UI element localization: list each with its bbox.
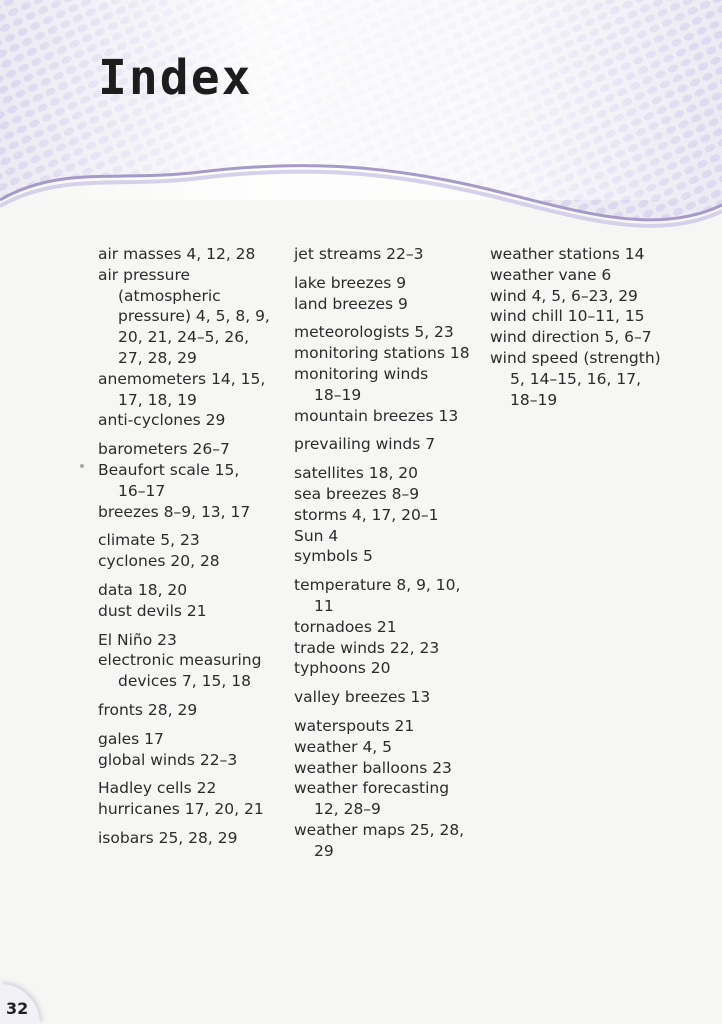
index-entry: lake breezes 9 (294, 273, 407, 292)
page-number: 32 (6, 999, 29, 1018)
index-group (98, 530, 283, 572)
index-entry: climate 5, 23 (98, 531, 200, 550)
index-entry: global winds 22–3 (98, 750, 238, 769)
index-entry: meteorologists 5, 23 (294, 323, 454, 342)
index-group (294, 687, 479, 708)
index-group (98, 439, 283, 522)
index-entry: El Niño 23 (98, 630, 177, 649)
index-group (294, 244, 479, 265)
index-entry: wind direction 5, 6–7 (490, 328, 652, 347)
index-entry: temperature 8, 9, 10, 11 (294, 576, 461, 615)
index-group (98, 700, 283, 721)
index-group (490, 244, 705, 410)
index-entry: typhoons 20 (294, 659, 391, 678)
index-group (294, 273, 479, 315)
index-entry: tornadoes 21 (294, 617, 397, 636)
index-entry: anti-cyclones 29 (98, 411, 226, 430)
index-group (294, 322, 479, 426)
index-entry: air pressure (atmospheric pressure) 4, 5, 8, 9, 20, 21, 24–5, 26, 27, 28, 29 (98, 265, 270, 367)
index-entry: air masses 4, 12, 28 (98, 245, 256, 263)
index-group (98, 244, 283, 431)
index-column-3 (490, 244, 705, 418)
index-entry: Beaufort scale 15, 16–17 (98, 460, 240, 500)
index-entry: gales 17 (98, 729, 164, 748)
index-entry: fronts 28, 29 (98, 700, 198, 719)
index-entry: waterspouts 21 (294, 716, 415, 735)
index-group (98, 828, 283, 849)
index-group (98, 778, 283, 820)
index-entry: dust devils 21 (98, 601, 207, 620)
index-group (98, 630, 283, 692)
index-entry: monitoring winds 18–19 (294, 364, 429, 404)
index-entry: symbols 5 (294, 547, 373, 566)
index-entry: weather maps 25, 28, 29 (294, 820, 465, 860)
index-entry: storms 4, 17, 20–1 (294, 505, 439, 524)
index-entry: satellites 18, 20 (294, 464, 419, 483)
index-entry: weather balloons 23 (294, 758, 452, 777)
page-title: Index (98, 50, 253, 106)
index-entry: hurricanes 17, 20, 21 (98, 800, 264, 819)
index-entry: weather forecasting 12, 28–9 (294, 779, 450, 819)
index-entry: prevailing winds 7 (294, 435, 436, 454)
index-group (98, 729, 283, 771)
index-group (294, 463, 479, 567)
index-entry: data 18, 20 (98, 580, 188, 599)
index-entry: trade winds 22, 23 (294, 638, 440, 657)
index-entry: Hadley cells 22 (98, 779, 217, 798)
index-entry: electronic measuring devices 7, 15, 18 (98, 651, 262, 691)
index-entry: Sun 4 (294, 526, 339, 545)
index-entry: breezes 8–9, 13, 17 (98, 502, 251, 521)
index-entry: weather 4, 5 (294, 737, 393, 756)
index-group (294, 434, 479, 455)
index-entry: wind 4, 5, 6–23, 29 (490, 286, 638, 305)
index-entry: cyclones 20, 28 (98, 552, 220, 571)
index-entry: jet streams 22–3 (294, 245, 424, 263)
index-column-1 (98, 244, 283, 857)
index-entry: valley breezes 13 (294, 688, 431, 707)
index-group (294, 716, 479, 862)
index-entry: mountain breezes 13 (294, 406, 459, 425)
index-entry: wind speed (strength) 5, 14–15, 16, 17, 18–19 (490, 348, 661, 409)
index-entry: land breezes 9 (294, 294, 408, 313)
margin-mark (80, 464, 84, 468)
index-entry: weather stations 14 (490, 245, 645, 263)
index-entry: barometers 26–7 (98, 440, 230, 459)
index-group (98, 580, 283, 622)
index-entry: weather vane 6 (490, 265, 612, 284)
header-decoration (0, 0, 722, 250)
index-entry: sea breezes 8–9 (294, 484, 420, 503)
index-group (294, 575, 479, 679)
index-entry: wind chill 10–11, 15 (490, 307, 645, 326)
index-entry: isobars 25, 28, 29 (98, 828, 238, 847)
page-number-tab (0, 984, 40, 1024)
index-entry: monitoring stations 18 (294, 344, 470, 363)
index-entry: anemometers 14, 15, 17, 18, 19 (98, 369, 266, 409)
index-column-2 (294, 244, 479, 870)
